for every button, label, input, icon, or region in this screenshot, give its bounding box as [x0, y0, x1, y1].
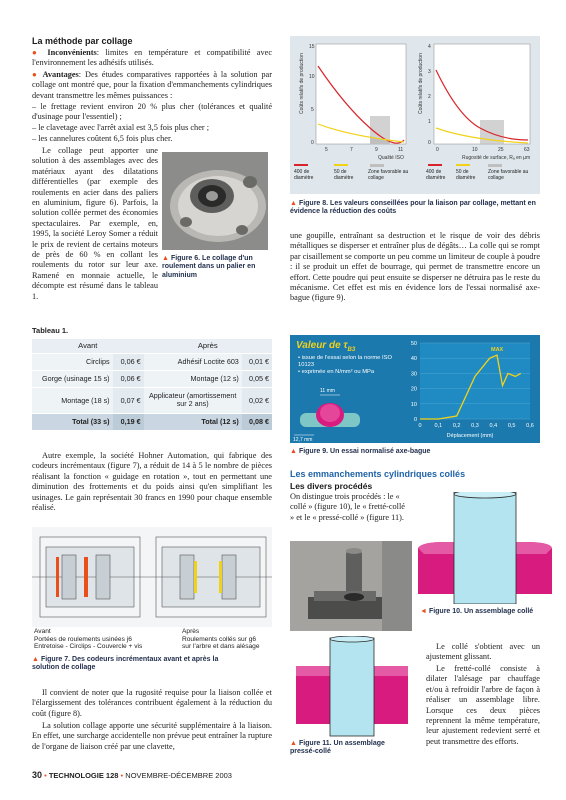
x-tick-label: 0,2: [452, 423, 461, 429]
figure7-avant-line1: Portées de roulements usinées j6: [34, 635, 132, 643]
figure10-caption-text: Figure 10. Un assemblage collé: [428, 608, 534, 615]
avantages-paragraph: [32, 70, 272, 101]
triangle-icon: ▲: [290, 448, 297, 455]
frette-paragraph: Le fretté-collé consiste à dilater l'alésage par chauffage et/ou à refroidir l'arbre de façon à réaliser un assemblage libre. Lorsque ces deux pièces reprennent la même température, leur ajustement redevient serré et peut transmettre des efforts.: [426, 664, 540, 746]
avantages-label: Avantages: [42, 70, 79, 79]
figure11-caption-text: Figure 11. Un assemblage pressé-collé: [290, 740, 385, 756]
table-cell: Total (12 s): [144, 413, 242, 430]
dash-item-clavetage: – le clavetage avec l'arrêt axial est 3,5 fois plus cher ;: [32, 123, 210, 132]
hohner-paragraph: Autre exemple, la société Hohner Automation, qui fabrique des codeurs incrémentaux (figure 7), a réduit de 14 à 5 le nombre de pièces réalisant la fonction « guidage en rotation », tout en permettant une diminution des frottements et du poids ainsi qu'en simplifiant les usinages. Le gain représentait 30 francs en 1990 pour chaque ensemble réalisé.: [32, 451, 272, 513]
goupille-paragraph: une goupille, entraînant sa destruction et le risque de voir des débris métalliques se disperser et entraîner plus de dégâts… La colle qui se rompt par cisaillement se comporte un peu comme un limiteur de couple à poudre : il se produit un effet de bourrage, qui permet de transmettre encore un effort. Cette poudre qui peut ensuite se disperser ne détruira pas le reste du mécanisme. Cet effet est mis en évidence lors de l'essai normalisé axe-bague (figure 9).: [290, 231, 540, 303]
table-cell: Adhésif Loctite 603: [144, 353, 242, 370]
table-row-total: [32, 413, 272, 430]
figure9-chart: [400, 335, 540, 443]
triangle-icon: ◄: [420, 608, 427, 615]
section-title-emmanchements: Les emmanchements cylindriques collés: [290, 469, 466, 479]
page-footer: 30 • TECHNOLOGIE 128 • NOVEMBRE-DÉCEMBRE 2003: [32, 770, 232, 780]
figure10-photo: [290, 541, 412, 631]
figure8-caption-text: Figure 8. Les valeurs conseillées pour la liaison par collage, mettant en évidence la réduction des coûts: [290, 200, 536, 216]
figure8-left-chart: [294, 44, 406, 167]
table-head-avant: Avant: [32, 339, 144, 353]
figure8-caption: [290, 200, 540, 217]
fig8-left-xtick: 9: [375, 147, 378, 153]
triangle-icon: ▲: [32, 656, 39, 663]
figure9-title-text: Valeur de τ: [296, 340, 348, 351]
fig8-right-ylabel: Coûts relatifs de production: [418, 53, 424, 114]
table-cell: Total (33 s): [32, 413, 113, 430]
x-tick-label: 0,1: [434, 423, 443, 429]
fig8-right-ytick: 4: [428, 44, 431, 50]
colle-paragraph: Le collé s'obtient avec un ajustement glissant.: [426, 642, 540, 662]
fig8-left-ylabel: Coûts relatifs de production: [299, 53, 305, 114]
figure6-caption-text: Figure 6. Le collage d'un roulement dans un palier en aluminium: [162, 255, 256, 279]
table-cell: 0,08 €: [242, 413, 272, 430]
fig8-left-xtick: 7: [350, 147, 353, 153]
figure8-panel: [290, 36, 540, 194]
table-row: [32, 387, 272, 413]
figure9-xlabel: Déplacement (mm): [446, 433, 494, 439]
rugosite-paragraph: Il convient de noter que la rugosité requise pour la liaison collée et l'élargissement des tolérances contribuent également à la réduction du coût (figure 8).: [32, 688, 272, 718]
figure11-caption: [290, 740, 406, 757]
fig8-left-xlabel: Qualité ISO: [378, 155, 404, 161]
x-tick-label: 0,4: [489, 423, 498, 429]
fig8-left-xtick: 11: [398, 147, 404, 153]
figure9-bullet2: • exprimée en N/mm² ou MPa: [298, 369, 375, 375]
table-cell: Montage (12 s): [144, 370, 242, 387]
table-row: [32, 353, 272, 370]
fig8-left-ytick: 0: [311, 140, 314, 146]
figure7-avant-line2: Entretoise - Circlips - Couvercle + vis: [34, 643, 143, 651]
figure9-dim1: 11 mm: [320, 388, 335, 394]
fig8-left-ytick: 10: [309, 74, 315, 80]
y-tick-label: 30: [410, 371, 417, 378]
figure9-max-label: MAX: [491, 347, 504, 354]
y-tick-label: 50: [410, 341, 417, 347]
fig8-right-ytick: 3: [428, 69, 431, 75]
y-tick-label: 0: [413, 417, 417, 423]
issue-date: NOVEMBRE-DÉCEMBRE 2003: [125, 771, 232, 780]
figure7-caption-text: Figure 7. Des codeurs incrémentaux avant et après la solution de collage: [32, 656, 219, 672]
triangle-icon: ▲: [290, 740, 297, 747]
inconvenients-paragraph: [32, 48, 272, 69]
figure7-caption: [32, 656, 242, 673]
table-title: Tableau 1.: [32, 326, 69, 335]
table-cell: Circlips: [32, 353, 113, 370]
table-cell: 0,05 €: [242, 370, 272, 387]
table-row: [32, 370, 272, 387]
triangle-icon: ▲: [162, 255, 169, 262]
figure8-right-chart: [418, 44, 530, 167]
figure6-image: [162, 152, 268, 250]
table-cell: Gorge (usinage 15 s): [32, 370, 113, 387]
figure7-apres-title: Après: [182, 628, 200, 635]
figure9-title: [296, 340, 355, 353]
table-cell: 0,01 €: [242, 353, 272, 370]
table-cell: 0,06 €: [113, 370, 144, 387]
x-tick-label: 0,3: [471, 423, 479, 429]
bullet-icon: ●: [32, 48, 42, 57]
figure9-caption: [290, 448, 540, 456]
table-cell: Montage (18 s): [32, 387, 113, 413]
y-tick-label: 10: [410, 401, 417, 408]
figure9-specimen: [290, 379, 400, 443]
fig8-right-xtick: 63: [524, 147, 530, 153]
procedes-paragraph: On distingue trois procédés : le « collé » (figure 10), le « fretté-collé » et le « pressé-collé » (figure 11).: [290, 492, 405, 522]
x-tick-label: 0,5: [507, 423, 516, 429]
figure7-apres-line1: Roulements collés sur g6: [182, 635, 257, 643]
figure9-bullet2-text: exprimée en N/mm² ou MPa: [301, 369, 375, 375]
figure9-bullet1: • issue de l'essai selon la norme ISO 10123: [298, 355, 392, 368]
fig8-left-legend2: 50 de diamètre: [334, 169, 354, 181]
avantages-text: : Des études comparatives rapportées à la solution par collage ont montré que, pour la fixation d'emmanchements cylindriques devant transmettre les mêmes puissances :: [32, 70, 272, 100]
fig8-left-ytick: 5: [311, 107, 314, 113]
fig8-left-legend3: Zone favorable au collage: [368, 169, 409, 181]
inconvenients-label: Inconvénients: [47, 48, 97, 57]
figure7-legend: [32, 627, 272, 651]
table-cell: 0,02 €: [242, 387, 272, 413]
fig8-left-xtick: 5: [325, 147, 328, 153]
figure7-avant-title: Avant: [34, 628, 51, 635]
y-tick-label: 40: [410, 356, 417, 363]
figure7-drawing: [32, 527, 272, 651]
figure9-title-sub: B3: [347, 347, 356, 353]
table-cell: 0,19 €: [113, 413, 144, 430]
figure9-dim2: 12,7 mm: [293, 437, 313, 443]
figure9-panel: [290, 335, 540, 443]
fig8-right-xtick: 10: [472, 147, 478, 153]
triangle-icon: ▲: [290, 200, 297, 207]
y-tick-label: 20: [410, 386, 417, 393]
figure7-apres-line2: sur l'arbre et dans alésage: [182, 643, 260, 651]
figure10-drawing: [414, 492, 556, 604]
fig8-right-ytick: 1: [428, 119, 431, 125]
dash-item-cannelures: – les cannelures coûtent 6,5 fois plus cher.: [32, 134, 173, 143]
fig8-right-xtick: 0: [436, 147, 439, 153]
figure10-caption: [420, 608, 536, 616]
fig8-right-ytick: 0: [428, 140, 431, 146]
fig8-right-xlabel: Rugosité de surface, Rₐ en µm: [462, 155, 531, 161]
subsection-title-procedes: Les divers procédés: [290, 481, 373, 491]
fig8-left-legend1: 400 de diamètre: [294, 169, 314, 181]
fig8-right-ytick: 2: [428, 94, 431, 100]
journal-name: TECHNOLOGIE 128: [48, 771, 119, 780]
dash-item-frettage: – le frettage revient environ 20 % plus cher (tolérances et qualité d'usinage pour l'essentiel) ;: [32, 102, 272, 122]
figure6-caption: [162, 255, 274, 280]
x-tick-label: 0: [418, 423, 422, 429]
cost-table: [32, 339, 272, 431]
collage-paragraph: Le collage peut apporter une solution à des assemblages avec des matériaux ayant des dilatations différentielles (par exemple des roulements en acier dans des paliers en aluminium, figure 6). Parfois, la solution collée permet des économies spectaculaires. Par exemple, en, 1995, la société Leroy Somer a réduit le prix de revient de certains moteurs de près de 60 % en collant les roulements du rotor sur leur axe. Ramené en monnaie actuelle, le décompte est résumé dans le tableau 1.: [32, 146, 158, 301]
table-cell: 0,07 €: [113, 387, 144, 413]
figure9-caption-text: Figure 9. Un essai normalisé axe-bague: [298, 448, 431, 455]
section-title-collage: La méthode par collage: [32, 36, 133, 46]
table-cell: Applicateur (amortissement sur 2 ans): [144, 387, 242, 413]
figure9-bullet1-text: issue de l'essai selon la norme ISO 10123: [298, 355, 392, 368]
figure11-drawing: [296, 636, 408, 738]
table-head-apres: Après: [144, 339, 272, 353]
bullet-icon: ●: [32, 70, 39, 79]
fig8-right-legend2: 50 de diamètre: [456, 169, 476, 181]
inconvenients-text: : limites en température et compatibilité avec l'environnement les adhésifs utilisés.: [32, 48, 272, 68]
x-tick-label: 0,6: [526, 423, 534, 429]
securite-paragraph: La solution collage apporte une sécurité supplémentaire à la liaison. En effet, une surcharge accidentelle non prévue peut entraîner la rupture de l'organe de liaison créé par une clavette,: [32, 721, 272, 751]
fig8-left-ytick: 15: [309, 44, 315, 50]
fig8-right-legend1: 400 de diamètre: [426, 169, 446, 181]
fig8-right-legend3: Zone favorable au collage: [488, 169, 529, 181]
page-number: 30: [32, 770, 43, 780]
table-cell: 0,06 €: [113, 353, 144, 370]
fig8-right-xtick: 25: [498, 147, 504, 153]
